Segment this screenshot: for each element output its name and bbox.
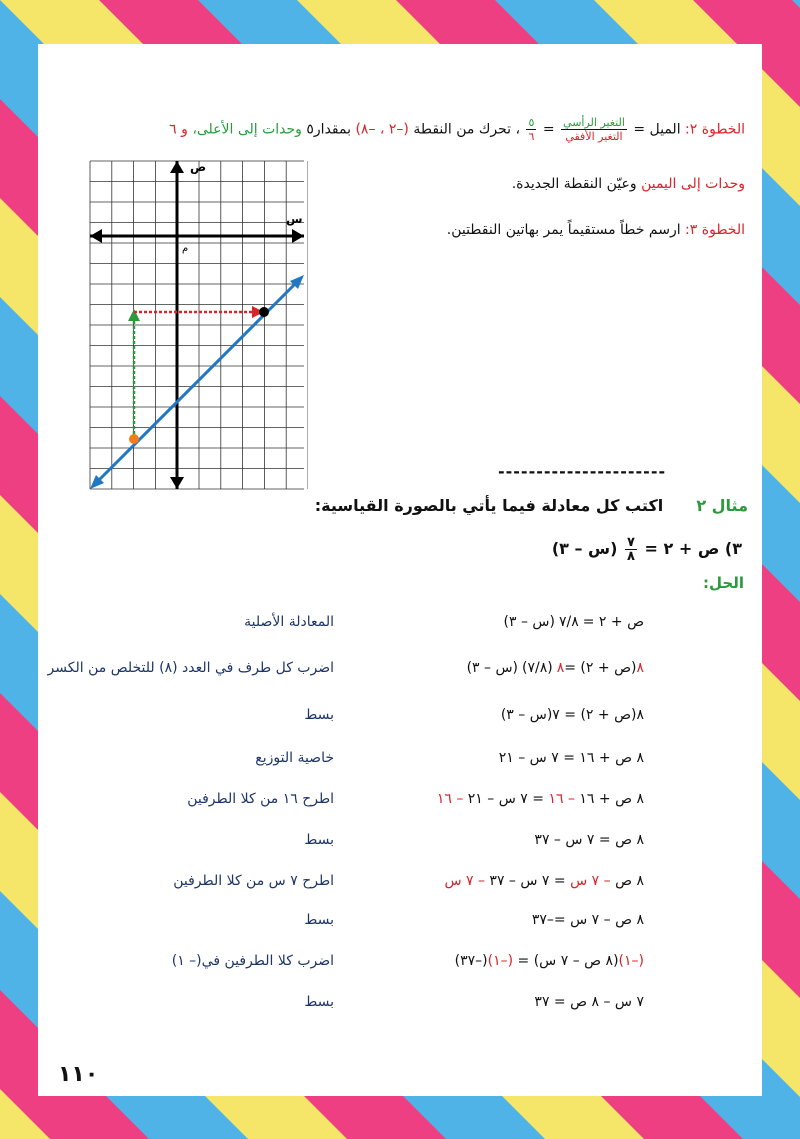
new-point-text: وعيّن النقطة الجديدة. xyxy=(511,176,637,192)
problem-number: ٣) xyxy=(724,539,742,558)
equation-highlight: (–١) xyxy=(487,953,514,969)
equation-part: ص + ٢ = xyxy=(582,614,644,630)
solution-row xyxy=(40,994,700,1020)
and-text: و xyxy=(181,121,188,138)
solution-reason: بسط xyxy=(304,832,334,848)
frac-denominator: التغير الأفقي xyxy=(565,130,623,143)
solution-reason: المعادلة الأصلية xyxy=(244,614,334,630)
equation-part: ٧ س – ٨ ص = ٣٧ xyxy=(534,994,644,1010)
y-axis-arrow-up xyxy=(170,161,184,173)
equation-part: ٨ ص + ١٦ = ٧ س – ٢١ xyxy=(498,750,644,766)
solution-reason: بسط xyxy=(304,707,334,723)
step3-line xyxy=(447,220,745,240)
problem-lhs: ص + ٢ = xyxy=(644,539,720,558)
slope-definition-fraction xyxy=(561,116,627,143)
end-point-marker xyxy=(259,307,269,317)
solution-equation xyxy=(534,994,644,1010)
x-axis-arrow-left xyxy=(90,229,102,243)
equation-highlight: – ١٦ xyxy=(436,791,468,807)
step2-line2 xyxy=(512,174,745,194)
equation-part: (–٣٧) xyxy=(454,953,488,969)
coordinate-graph xyxy=(86,157,308,493)
graph-grid xyxy=(90,161,308,489)
problem-frac-num: ٧ xyxy=(627,535,635,550)
solution-row xyxy=(40,791,700,817)
equation-highlight: (–١) xyxy=(618,953,644,969)
equation-part: ٨ ص xyxy=(615,873,644,889)
step2-line1 xyxy=(169,116,745,143)
example-text: اكتب كل معادلة فيما يأتي بالصورة القياسية: xyxy=(314,496,664,515)
by-amount: بمقدار٥ xyxy=(306,121,351,138)
x-axis-label: س xyxy=(286,212,303,226)
units-right: وحدات إلى اليمين xyxy=(641,176,745,192)
equation-part: ٨ ص + ١٦ xyxy=(579,791,644,807)
equation-part: ٨ ص = ٧ س – ٣٧ xyxy=(534,832,644,848)
solution-equation xyxy=(501,707,644,723)
six-value: ٦ xyxy=(169,121,177,138)
solution-reason: اضرب كلا الطرفين في(– ١) xyxy=(171,953,334,969)
section-divider: ---------------------- xyxy=(498,462,667,481)
example-label: مثال ٢ xyxy=(696,496,748,515)
solution-row xyxy=(40,707,700,733)
move-text: ، تحرك من النقطة xyxy=(413,121,521,138)
problem-fraction xyxy=(625,536,637,563)
y-axis-label: ص xyxy=(190,160,207,174)
solution-equation xyxy=(504,614,645,630)
equation-part: = ٧ س – ٣٧ xyxy=(489,873,566,889)
solution-row xyxy=(40,750,700,776)
start-point: (–٢ ، –٨) xyxy=(355,121,409,138)
equation-part: (٨ ص – ٧ س) = xyxy=(513,953,619,969)
example-header xyxy=(315,496,748,515)
problem-line xyxy=(552,536,742,563)
solution-equation xyxy=(532,912,644,928)
slope-word: الميل xyxy=(649,121,681,138)
solution-reason: بسط xyxy=(304,994,334,1010)
problem-rhs: (س – ٣) xyxy=(551,539,618,558)
frac-numerator: التغير الرأسي xyxy=(563,116,625,129)
units-up: وحدات إلى الأعلى، xyxy=(192,121,302,138)
solution-equation xyxy=(534,832,644,848)
equation-highlight: – ١٦ xyxy=(544,791,580,807)
solution-reason: بسط xyxy=(304,912,334,928)
solution-equation xyxy=(467,660,644,676)
solution-equation xyxy=(499,750,644,766)
solution-row xyxy=(40,832,700,858)
solution-row xyxy=(40,912,700,938)
equals-sign: = xyxy=(633,121,646,138)
solution-equation xyxy=(444,873,644,889)
equals-sign-2: = xyxy=(542,121,555,138)
problem-frac-den: ٨ xyxy=(627,549,635,564)
equation-highlight: – ٧ س xyxy=(444,873,490,889)
solution-row xyxy=(40,953,700,979)
solution-equation xyxy=(437,791,644,807)
equation-highlight: – ٧ س xyxy=(565,873,616,889)
step3-text: ارسم خطاً مستقيماً يمر بهاتين النقطتين. xyxy=(446,222,681,238)
equation-highlight: ٨ xyxy=(556,660,565,676)
x-axis-arrow-right xyxy=(292,229,304,243)
slope-num: ٥ xyxy=(528,116,535,129)
equation-part: = ٧ س – ٢١ xyxy=(467,791,544,807)
equation-part: ٨(ص + ٢) = ٧(س – ٣) xyxy=(500,707,644,723)
solution-reason: اطرح ١٦ من كلا الطرفين xyxy=(187,791,334,807)
equation-fraction: ٧/٨ xyxy=(558,614,579,630)
step2-label: الخطوة ٢: xyxy=(685,121,745,138)
slope-value-fraction xyxy=(526,116,536,143)
solution-reason: خاصية التوزيع xyxy=(255,750,334,766)
solution-reason: اطرح ٧ س من كلا الطرفين xyxy=(173,873,334,889)
equation-part: ٨ ص – ٧ س =–٣٧ xyxy=(531,912,644,928)
step3-label: الخطوة ٣: xyxy=(685,222,745,238)
equation-fraction: (٧/٨) xyxy=(522,660,553,676)
equation-part: (س – ٣) xyxy=(503,614,555,630)
solution-reason: اضرب كل طرف في العدد (٨) للتخلص من الكسر xyxy=(47,660,334,676)
solution-row xyxy=(40,614,700,640)
equation-part: (ص + ٢) = xyxy=(564,660,637,676)
start-point-marker xyxy=(129,434,139,444)
page-number: ١١٠ xyxy=(58,1062,99,1087)
equation-highlight: ٨ xyxy=(636,660,644,676)
solution-label: الحل: xyxy=(703,574,744,592)
equation-part: (س – ٣) xyxy=(466,660,519,676)
solution-row xyxy=(40,873,700,899)
solution-equation xyxy=(455,953,644,969)
origin-label: م xyxy=(182,243,189,254)
y-axis-arrow-down xyxy=(170,477,184,489)
solution-row xyxy=(40,660,700,686)
slope-den: ٦ xyxy=(528,130,535,143)
